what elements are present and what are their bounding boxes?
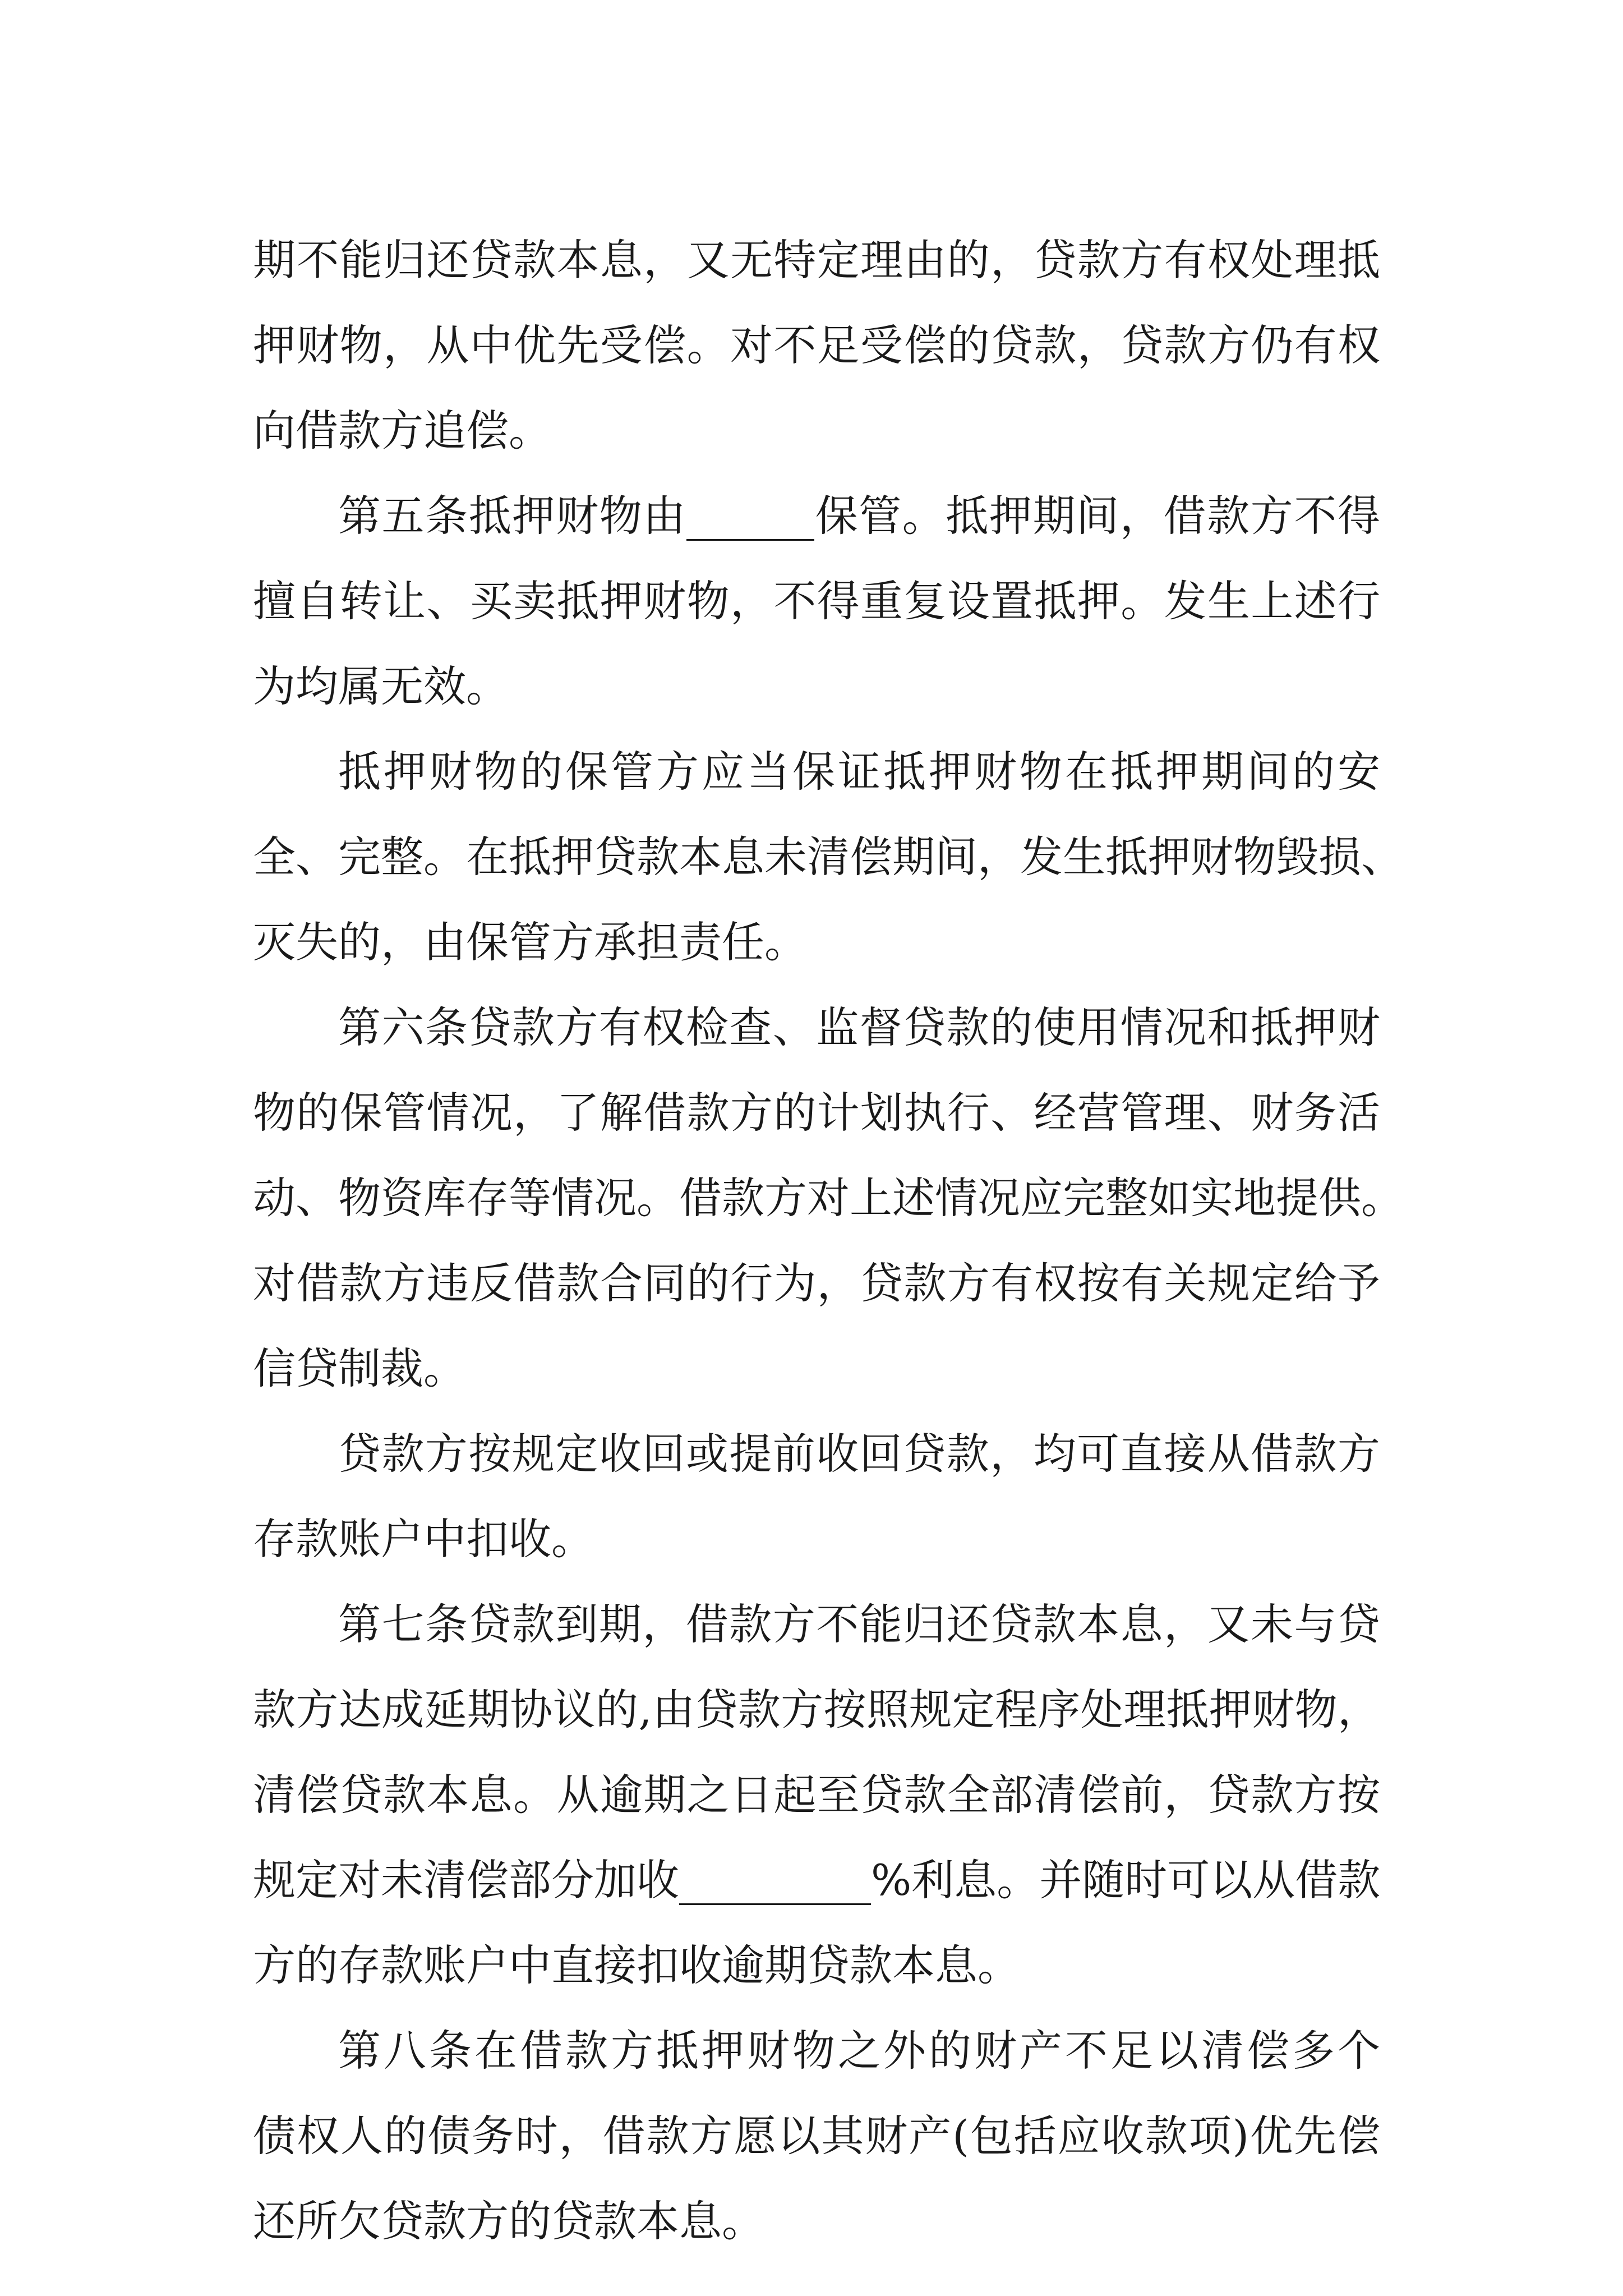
document-body	[253, 218, 1404, 2264]
text-line: 存款账户中扣收。	[253, 1514, 594, 1564]
text-line: 全、完整。在抵押贷款本息未清偿期间，发生抵押财物毁损、	[253, 832, 1404, 882]
text-line: 贷款方按规定收回或提前收回贷款，均可直接从借款方	[338, 1429, 1380, 1479]
paragraph-article-4-continuation	[253, 218, 1380, 473]
text-line: 期不能归还贷款本息，又无特定理由的，贷款方有权处理抵	[253, 235, 1380, 285]
text-line: 还所欠贷款方的贷款本息。	[253, 2196, 764, 2246]
text-line: 款方达成延期协议的,由贷款方按照规定程序处理抵押财物，	[253, 1685, 1380, 1734]
text-line: 向借款方追偿。	[253, 406, 551, 455]
paragraph-article-8	[253, 2008, 1380, 2264]
text-line: 为均属无效。	[253, 661, 509, 711]
paragraph-article-7	[253, 1582, 1380, 2008]
text-line: 抵押财物的保管方应当保证抵押财物在抵押期间的安	[338, 747, 1380, 797]
text-line: 灭失的，由保管方承担责任。	[253, 917, 807, 967]
text-line: 对借款方违反借款合同的行为，贷款方有权按有关规定给予	[253, 1258, 1380, 1308]
text-line: 规定对未清偿部分加收_________%利息。并随时可以从借款	[253, 1855, 1381, 1905]
text-line: 清偿贷款本息。从逾期之日起至贷款全部清偿前，贷款方按	[253, 1770, 1380, 1820]
text-line: 第七条贷款到期，借款方不能归还贷款本息，又未与贷	[338, 1599, 1380, 1649]
text-line: 物的保管情况，了解借款方的计划执行、经营管理、财务活	[253, 1088, 1380, 1138]
text-line: 押财物，从中优先受偿。对不足受偿的贷款，贷款方仍有权	[253, 320, 1380, 370]
paragraph-article-6	[253, 985, 1404, 1411]
paragraph-loan-recovery	[253, 1411, 1380, 1582]
text-line: 信贷制裁。	[253, 1343, 466, 1393]
paragraph-custody-liability	[253, 729, 1404, 985]
text-line: 擅自转让、买卖抵押财物，不得重复设置抵押。发生上述行	[253, 576, 1380, 626]
text-line: 动、物资库存等情况。借款方对上述情况应完整如实地提供。	[253, 1173, 1404, 1223]
text-line: 第八条在借款方抵押财物之外的财产不足以清偿多个	[338, 2026, 1380, 2076]
text-line: 方的存款账户中直接扣收逾期贷款本息。	[253, 1940, 1020, 1990]
text-line: 第五条抵押财物由______保管。抵押期间，借款方不得	[338, 491, 1380, 541]
text-line: 第六条贷款方有权检查、监督贷款的使用情况和抵押财	[338, 1002, 1380, 1052]
text-line: 债权人的债务时，借款方愿以其财产(包括应收款项)优先偿	[253, 2111, 1380, 2161]
paragraph-article-5	[253, 473, 1380, 729]
